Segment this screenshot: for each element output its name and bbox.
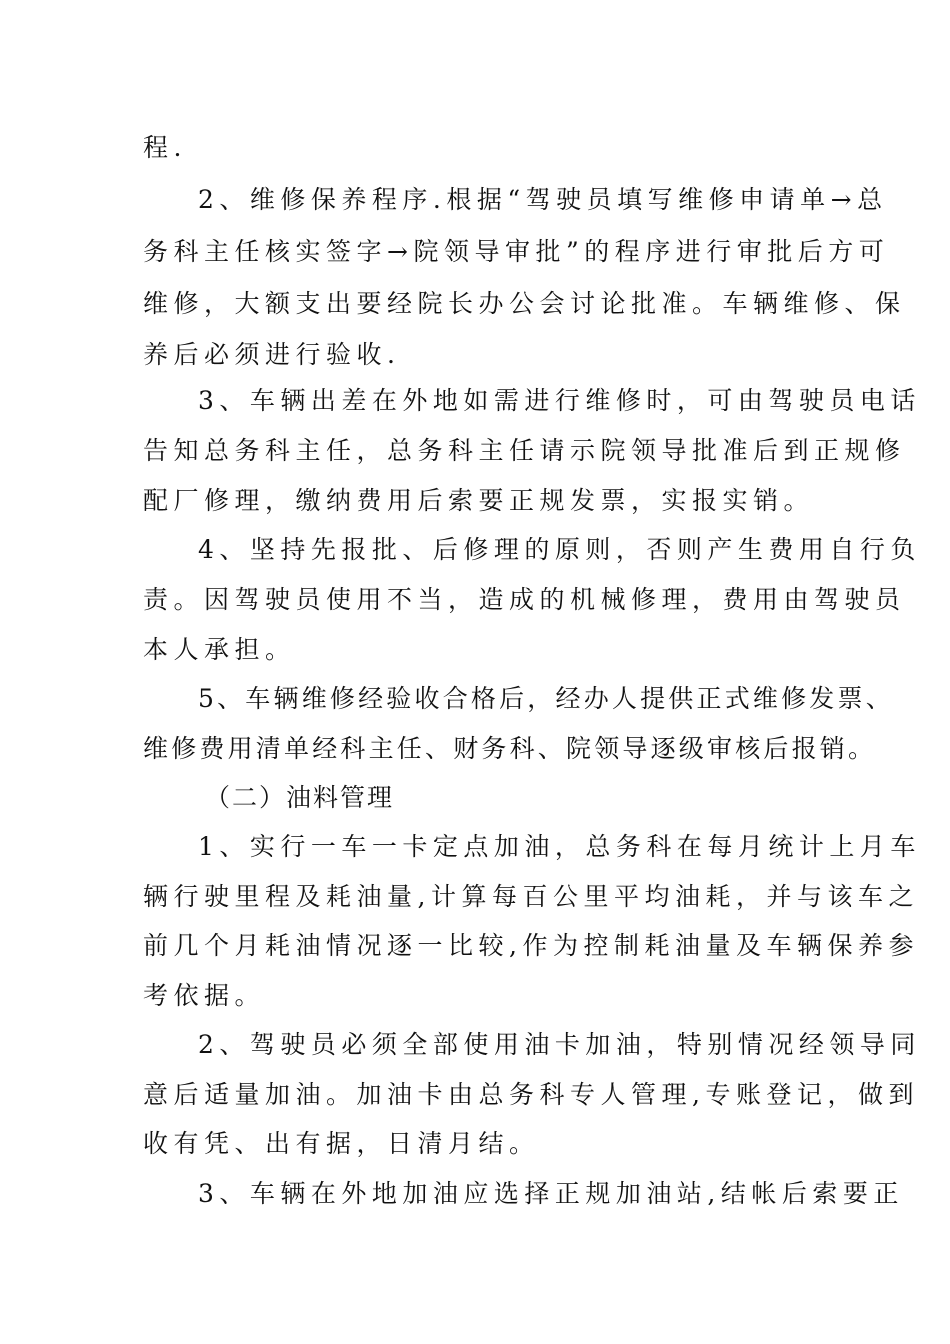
paragraph-fuel-card-usage: 2、驾驶员必须全部使用油卡加油，特别情况经领导同 — [198, 1030, 921, 1059]
paragraph-repair-reimbursement: 5、车辆维修经验收合格后，经办人提供正式维修发票、 — [198, 684, 894, 713]
text-line: 配厂修理，缴纳费用后索要正规发票，实报实销。 — [143, 486, 815, 515]
text-line: 责。因驾驶员使用不当，造成的机械修理，费用由驾驶员 — [143, 585, 906, 614]
paragraph-offsite-refuel: 3、车辆在外地加油应选择正规加油站,结帐后索要正 — [198, 1179, 904, 1208]
text-line: 意后适量加油。加油卡由总务科专人管理,专账登记，做到 — [143, 1080, 919, 1109]
paragraph-repair-procedure: 2、维修保养程序.根据“驾驶员填写维修申请单→总 — [198, 185, 888, 214]
text-line: 收有凭、出有据，日清月结。 — [143, 1129, 540, 1158]
text-line: 前几个月耗油情况逐一比较,作为控制耗油量及车辆保养参 — [143, 931, 919, 960]
section-heading-fuel-management: （二）油料管理 — [205, 783, 395, 812]
paragraph-offsite-repair: 3、车辆出差在外地如需进行维修时，可由驾驶员电话 — [198, 386, 921, 415]
text-line: 考依据。 — [143, 981, 266, 1010]
paragraph-fuel-card: 1、实行一车一卡定点加油，总务科在每月统计上月车 — [198, 832, 921, 861]
text-line: 务科主任核实签字→院领导审批”的程序进行审批后方可 — [143, 237, 890, 266]
paragraph-approval-first: 4、坚持先报批、后修理的原则，否则产生费用自行负 — [198, 535, 921, 564]
text-line: 维修费用清单经科主任、财务科、院领导逐级审核后报销。 — [143, 734, 877, 763]
text-line: 程. — [143, 133, 187, 162]
text-line: 维修，大额支出要经院长办公会讨论批准。车辆维修、保 — [143, 289, 906, 318]
text-line: 辆行驶里程及耗油量,计算每百公里平均油耗，并与该车之 — [143, 882, 919, 911]
text-line: 养后必须进行验收. — [143, 340, 401, 369]
text-line: 告知总务科主任，总务科主任请示院领导批准后到正规修 — [143, 436, 906, 465]
text-line: 本人承担。 — [143, 635, 296, 664]
